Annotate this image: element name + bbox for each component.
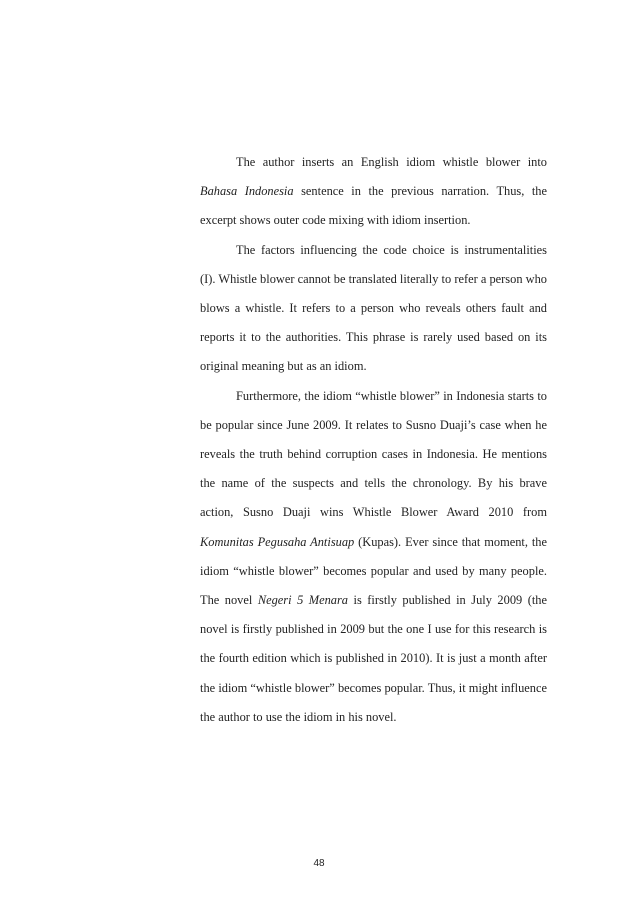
p3-italic-novel-title: Negeri 5 Menara [257,593,349,608]
p3-text-2: (Kupas). Ever since that moment, the idiom “whistle blower” becomes popular and used by many people. The novel [200,534,547,608]
page-number: 48 [313,858,325,869]
body-text [200,148,547,732]
p3-text-1: Furthermore, the idiom “whistle blower” in Indonesia starts to be popular since June 2009. It relates to Susno Duaji’s case when he reveals the truth behind corruption cases in Indonesia. He mentions the name of the suspects and tells the chronology. By his brave action, Susno Duaji wins Whistle Blower Award 2010 from [200,388,547,520]
p1-italic-bahasa-indonesia: Bahasa Indonesia [200,184,294,199]
p3-text-3: is firstly published in July 2009 (the novel is firstly published in 2009 but the one I use for this research is the fourth edition which is published in 2010). It is just a month after the idiom “whistle blower” becomes popular. Thus, it might influence the author to use the idiom in his novel. [200,593,547,724]
paragraph-1 [200,148,547,236]
p1-text-1: The author inserts an English idiom whistle blower into [236,155,547,169]
paragraph-2 [200,236,547,382]
paragraph-3 [200,382,547,732]
p2-text-1: The factors influencing the code choice is instrumentalities (I). Whistle blower cannot be translated literally to refer a person who blows a whistle. It refers to a person who reveals others fault and reports it to the authorities. This phrase is rarely used based on its original meaning but as an idiom. [200,242,547,374]
p1-text-2: sentence in the previous narration. Thus, the excerpt shows outer code mixing with idiom insertion. [200,184,547,228]
p3-italic-komunitas: Komunitas Pegusaha Antisuap [200,534,355,549]
